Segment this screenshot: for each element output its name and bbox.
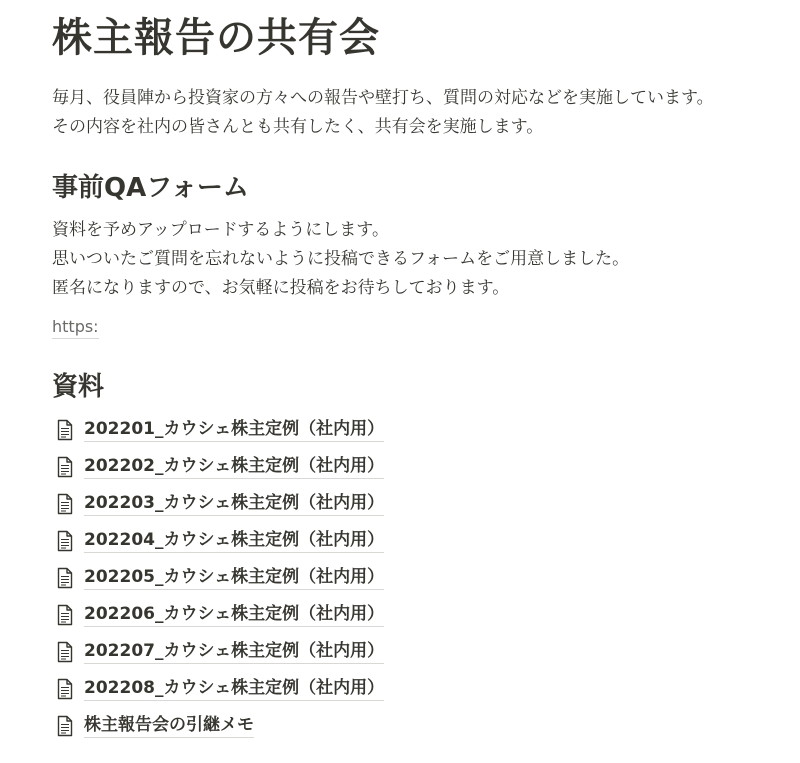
document-link[interactable] [52,670,792,707]
page-icon [56,456,74,478]
page-icon [56,715,74,737]
document-link-label: 202205_カウシェ株主定例（社内用） [84,566,384,590]
qa-line: 思いついたご質問を忘れないように投稿できるフォームをご用意しました。 [52,249,630,269]
intro-text [52,84,792,142]
document-link-label: 202202_カウシェ株主定例（社内用） [84,455,384,479]
qa-form-link[interactable]: https: [52,317,99,339]
intro-line: その内容を社内の皆さんとも共有したく、共有会を実施します。 [52,117,544,137]
page-icon [56,641,74,663]
qa-form-link-row [52,317,792,339]
document-link[interactable] [52,559,792,596]
document-link[interactable] [52,522,792,559]
document-link[interactable] [52,633,792,670]
document-link-label: 202207_カウシェ株主定例（社内用） [84,640,384,664]
page-icon [56,604,74,626]
document-link-label: 202203_カウシェ株主定例（社内用） [84,492,384,516]
page-icon [56,419,74,441]
page-icon [56,678,74,700]
document-link[interactable] [52,707,792,744]
document-link[interactable] [52,411,792,448]
document-link[interactable] [52,596,792,633]
document-link[interactable] [52,485,792,522]
document-link-label: 202201_カウシェ株主定例（社内用） [84,418,384,442]
document-link-label: 202206_カウシェ株主定例（社内用） [84,603,384,627]
page-icon [56,530,74,552]
qa-form-heading: 事前QAフォーム [52,173,249,203]
page-title: 株主報告の共有会 [52,15,380,61]
qa-form-description [52,216,792,303]
qa-line: 資料を予めアップロードするようにします。 [52,220,389,240]
document-link-label: 202204_カウシェ株主定例（社内用） [84,529,384,553]
page-content [52,0,792,744]
intro-line: 毎月、役員陣から投資家の方々への報告や壁打ち、質問の対応などを実施しています。 [52,88,714,108]
documents-list [52,411,792,744]
document-link-label: 202208_カウシェ株主定例（社内用） [84,677,384,701]
documents-heading: 資料 [52,372,105,402]
document-link[interactable] [52,448,792,485]
qa-line: 匿名になりますので、お気軽に投稿をお待ちしております。 [52,278,510,298]
page-icon [56,567,74,589]
page-icon [56,493,74,515]
document-link-label: 株主報告会の引継メモ [84,714,254,738]
